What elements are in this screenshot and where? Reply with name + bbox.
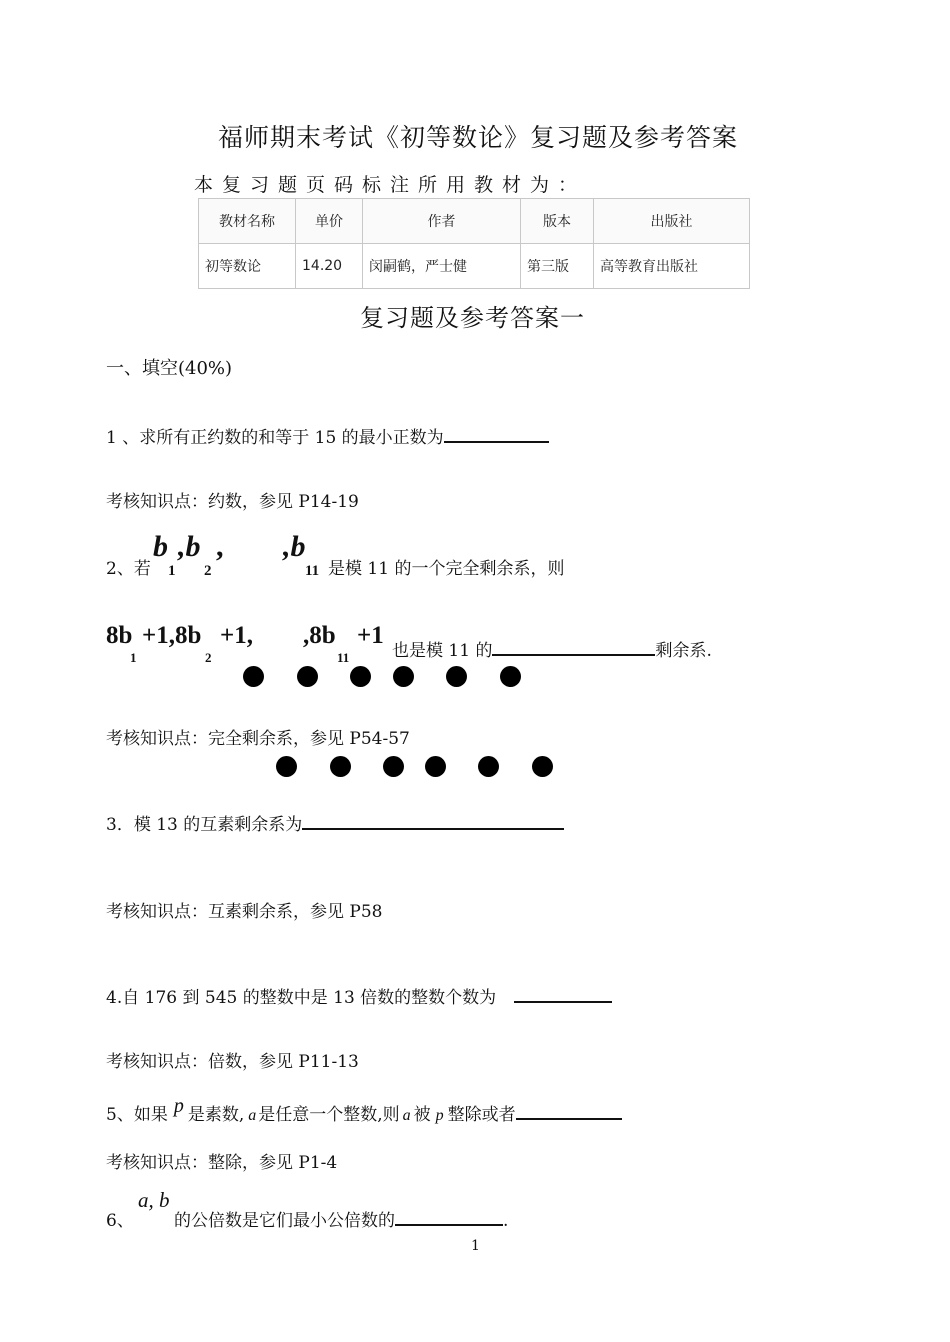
math-term: +1, [220,622,253,649]
question-text: . [503,1211,509,1231]
ellipsis-dot [297,666,318,687]
table-row [199,244,750,289]
section-title: 复习题及参考答案一 [360,304,585,332]
table-header-cell: 出版社 [594,199,750,244]
math-ab: a, b [138,1188,170,1212]
math-comma: , [216,530,224,563]
question-text: 是任意一个整数,则 [258,1105,400,1125]
math-term: 8b [106,622,133,649]
question-text: 被 [413,1105,431,1125]
ellipsis-dot [532,756,553,777]
question-text: 4.自 176 到 545 的整数中是 13 倍数的整数个数为 [106,988,497,1008]
textbook-note: 本复习题页码标注所用教材为： [194,174,587,196]
question-text: 5、如果 [106,1105,168,1125]
question-text: 剩余系. [655,641,712,661]
answer-blank[interactable] [302,810,564,830]
table-header-cell: 作者 [363,199,521,244]
ellipsis-dot [243,666,264,687]
question-3 [106,810,564,835]
question-2-prefix: 2、若 [106,559,151,579]
answer-blank[interactable] [514,983,612,1003]
question-text: 也是模 11 的 [392,641,493,661]
table-header-cell: 版本 [521,199,594,244]
question-1 [106,423,549,448]
math-a: a [402,1107,411,1124]
question-1-note: 考核知识点：约数，参见 P14-19 [106,492,359,512]
ellipsis-dot [276,756,297,777]
question-text: 的公倍数是它们最小公倍数的 [174,1211,395,1231]
question-6 [174,1206,508,1231]
math-p: p [173,1095,184,1117]
math-p: p [435,1107,444,1124]
math-8b1 [106,622,132,650]
question-text: 3．模 13 的互素剩余系为 [106,815,303,835]
math-sub: 2 [204,563,212,579]
question-5 [106,1095,622,1126]
question-text: 整除或者 [447,1105,516,1125]
ellipsis-dot [425,756,446,777]
table-cell: 闵嗣鹤，严士健 [363,244,521,289]
answer-blank[interactable] [516,1100,622,1120]
table-cell: 第三版 [521,244,594,289]
question-text: 1 、求所有正约数的和等于 15 的最小正数为 [106,428,444,448]
math-b1: b [153,530,168,563]
table-cell: 14.20 [296,244,363,289]
question-4 [106,983,612,1008]
math-sub: 2 [205,650,212,665]
math-term: ,8b [303,622,336,649]
question-2-note: 考核知识点：完全剩余系，参见 P54-57 [106,729,410,749]
table-header-row [199,199,750,244]
table-header-cell: 教材名称 [199,199,296,244]
math-sub: 1 [168,563,176,579]
ellipsis-dot [446,666,467,687]
textbook-table [198,198,750,289]
ellipsis-dot [393,666,414,687]
answer-blank[interactable] [395,1206,503,1226]
ellipsis-dot [383,756,404,777]
ellipsis-dot [500,666,521,687]
math-term: +1,8b [142,622,202,649]
math-sub: 11 [305,563,320,579]
ellipsis-dot [350,666,371,687]
question-2-line2 [392,636,712,661]
answer-blank[interactable] [444,423,549,443]
question-3-note: 考核知识点：互素剩余系，参见 P58 [106,902,383,922]
math-a: a [248,1107,257,1124]
table-cell: 高等教育出版社 [594,244,750,289]
math-b11: ,b [283,530,306,563]
math-term: +1 [357,622,384,649]
table-cell: 初等数论 [199,244,296,289]
table-header-cell: 单价 [296,199,363,244]
page-number: 1 [471,1238,480,1254]
question-2-suffix: 是模 11 的一个完全剩余系，则 [328,559,565,579]
question-6-prefix: 6、 [106,1211,134,1231]
question-5-note: 考核知识点：整除，参见 P1-4 [106,1153,338,1173]
math-b2: ,b [178,530,201,563]
math-sub: 11 [337,650,350,665]
document-title: 福师期末考试《初等数论》复习题及参考答案 [218,123,739,152]
ellipsis-dot [330,756,351,777]
question-text: 是素数, [187,1105,245,1125]
part-title: 一、填空(40%) [106,358,233,379]
answer-blank[interactable] [492,636,655,656]
question-4-note: 考核知识点：倍数，参见 P11-13 [106,1052,359,1072]
math-sub: 1 [130,650,137,665]
ellipsis-dot [478,756,499,777]
